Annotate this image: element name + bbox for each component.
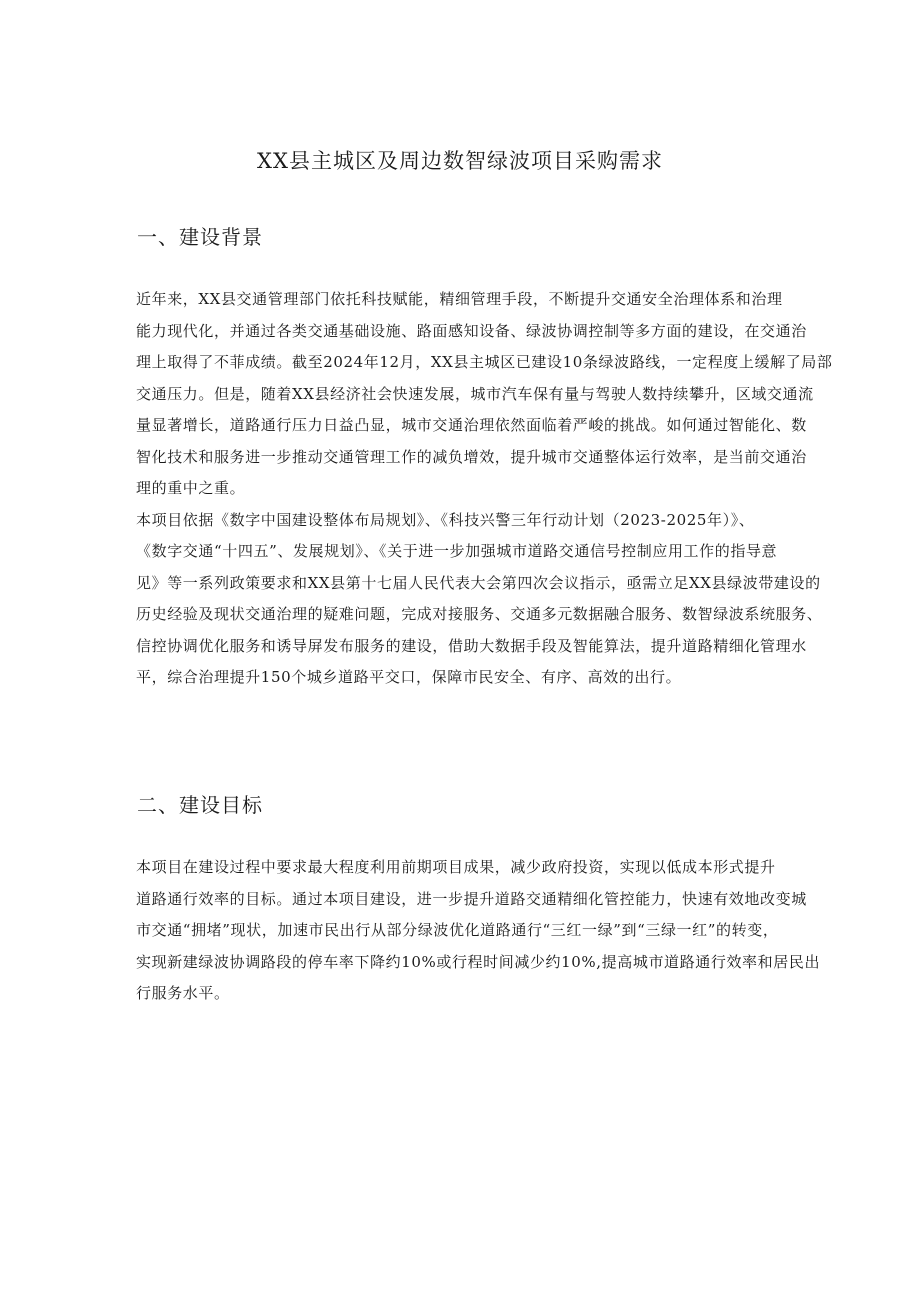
text-line: 实现新建绿波协调路段的停车率下降约10%或行程时间减少约10%,提高城市道路通行效率和居民出: [136, 952, 821, 971]
text-line: 信控协调优化服务和诱导屏发布服务的建设，借助大数据手段及智能算法，提升道路精细化管理水: [136, 636, 807, 655]
text-line: 道路通行效率的目标。通过本项目建设，进一步提升道路交通精细化管控能力，快速有效地改变城: [136, 889, 807, 908]
text-line: 能力现代化，并通过各类交通基础设施、路面感知设备、绿波协调控制等多方面的建设，在交通治: [136, 321, 807, 340]
text-line: 本项目依据《数字中国建设整体布局规划》、《科技兴警三年行动计划（2023-2025年）》、: [136, 510, 755, 529]
text-line: 交通压力。但是，随着XX县经济社会快速发展，城市汽车保有量与驾驶人数持续攀升，区域交通流: [136, 384, 814, 403]
text-line: 历史经验及现状交通治理的疑难问题，完成对接服务、交通多元数据融合服务、数智绿波系统服务、: [136, 605, 823, 623]
document-title: XX县主城区及周边数智绿波项目采购需求: [257, 149, 663, 173]
text-line: 智化技术和服务进一步推动交通管理工作的减负增效，提升城市交通整体运行效率，是当前交通治: [136, 447, 807, 466]
section-heading-background: 一、建设背景: [137, 225, 263, 249]
text-line: 《数字交通“十四五”、发展规划》、《关于进一步加强城市道路交通信号控制应用工作的指导意: [136, 542, 778, 560]
text-line: 理上取得了不菲成绩。截至2024年12月，XX县主城区已建设10条绿波路线，一定程度上缓解了局部: [136, 353, 833, 371]
section-heading-goals: 二、建设目标: [137, 793, 263, 817]
section-body-background: [136, 284, 844, 694]
text-line: 本项目在建设过程中要求最大程度利用前期项目成果，减少政府投资，实现以低成本形式提升: [136, 858, 776, 876]
text-line: 见》等一系列政策要求和XX县第十七届人民代表大会第四次会议指示，亟需立足XX县绿波带建设的: [136, 573, 821, 592]
text-line: 量显著增长，道路通行压力日益凸显，城市交通治理依然面临着严峻的挑战。如何通过智能化、数: [136, 416, 807, 434]
section-body-goals: [136, 852, 844, 1010]
text-line: 理的重中之重。: [136, 479, 246, 497]
text-line: 近年来，XX县交通管理部门依托科技赋能，精细管理手段，不断提升交通安全治理体系和治理: [136, 290, 783, 308]
text-line: 行服务水平。: [136, 984, 230, 1002]
text-line: 平，综合治理提升150个城乡道路平交口，保障市民安全、有序、高效的出行。: [136, 668, 682, 686]
text-line: 市交通“拥堵”现状，加速市民出行从部分绿波优化道路通行“三红一绿”到“三绿一红”的转变，: [136, 921, 779, 939]
